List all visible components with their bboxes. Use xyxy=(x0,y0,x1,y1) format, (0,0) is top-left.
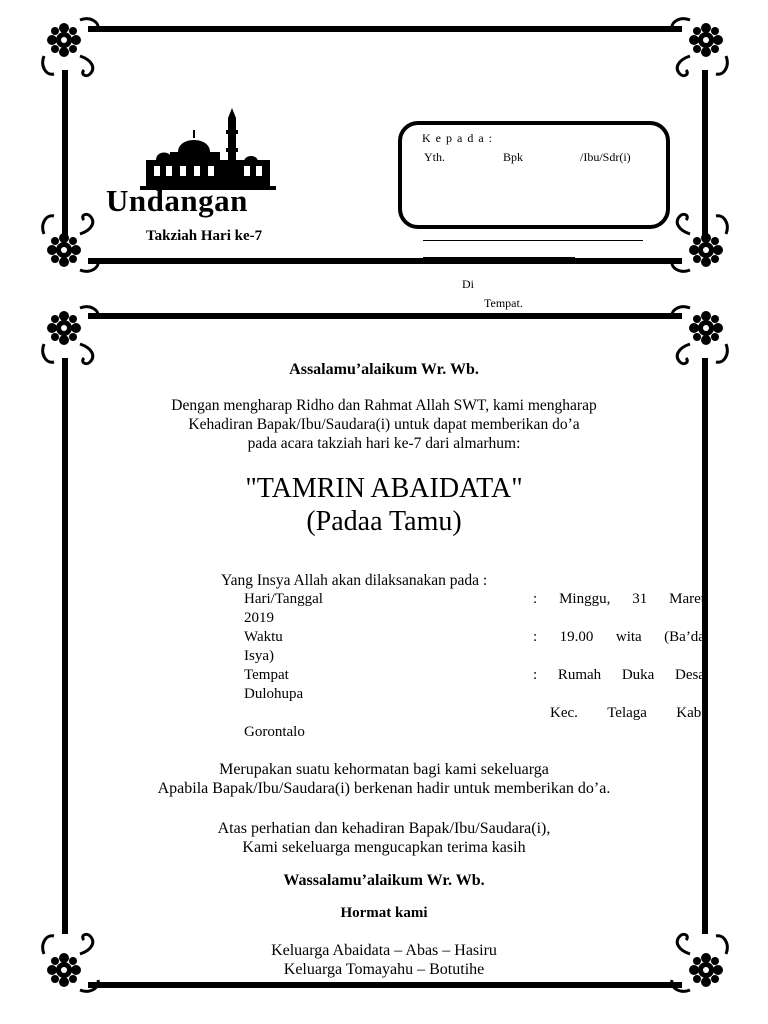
address-line xyxy=(423,240,643,241)
main-frame-border-bottom xyxy=(88,982,682,988)
detail-colon: : xyxy=(533,591,538,607)
invitation-subtitle: Takziah Hari ke-7 xyxy=(146,228,263,244)
address-kepada: K e p a d a : xyxy=(422,131,493,145)
corner-ornament-icon xyxy=(40,304,104,368)
mosque-icon xyxy=(140,108,276,192)
detail-place-value: : Rumah Duka Desa xyxy=(533,667,705,683)
detail-time-wrap: Isya) xyxy=(244,648,274,664)
top-frame-border-bottom xyxy=(88,258,682,264)
main-frame-border-top xyxy=(88,313,682,319)
address-tempat: Tempat. xyxy=(484,296,523,310)
detail-time-value: : 19.00 wita (Ba’da xyxy=(533,629,705,645)
closing-line: Merupakan suatu kehormatan bagi kami sekeluarga xyxy=(219,761,549,778)
detail-place-label: Tempat xyxy=(244,667,289,683)
intro-line: Kehadiran Bapak/Ibu/Saudara(i) untuk dapat memberikan do’a xyxy=(188,416,580,433)
thanks-line: Kami sekeluarga mengucapkan terima kasih xyxy=(242,839,526,856)
address-yth: Yth. xyxy=(424,150,445,164)
detail-place-wrap: Dulohupa xyxy=(244,686,304,702)
hormat-kami: Hormat kami xyxy=(340,905,428,921)
corner-ornament-icon xyxy=(666,304,730,368)
corner-ornament-icon xyxy=(40,16,104,80)
family-line: Keluarga Tomayahu – Botutihe xyxy=(283,961,485,978)
corner-ornament-icon xyxy=(40,210,104,274)
farewell: Wassalamu’alaikum Wr. Wb. xyxy=(283,872,485,889)
detail-date-label: Hari/Tanggal xyxy=(244,591,323,607)
closing-line: Apabila Bapak/Ibu/Saudara(i) berkenan hadir untuk memberikan do’a. xyxy=(157,780,611,797)
detail-place2-value: Kec. Telaga Kab. xyxy=(550,705,705,721)
detail-colon: : xyxy=(533,667,538,683)
address-ibu: /Ibu/Sdr(i) xyxy=(580,150,631,164)
address-line xyxy=(423,257,575,258)
top-frame-border-top xyxy=(88,26,682,32)
detail-date-value: : Minggu, 31 Maret xyxy=(533,591,705,607)
detail-colon: : xyxy=(533,629,538,645)
detail-time-label: Waktu xyxy=(244,629,283,645)
event-intro: Yang Insya Allah akan dilaksanakan pada : xyxy=(221,572,488,589)
corner-ornament-icon xyxy=(666,16,730,80)
invitation-title: Undangan xyxy=(106,183,248,218)
deceased-alias: (Padaa Tamu) xyxy=(306,506,462,537)
thanks-line: Atas perhatian dan kehadiran Bapak/Ibu/Saudara(i), xyxy=(217,820,551,837)
greeting: Assalamu’alaikum Wr. Wb. xyxy=(289,361,479,378)
corner-ornament-icon xyxy=(666,210,730,274)
intro-line: Dengan mengharap Ridho dan Rahmat Allah SWT, kami mengharap xyxy=(171,397,597,414)
detail-date-wrap: 2019 xyxy=(244,610,274,626)
address-bpk: Bpk xyxy=(503,150,524,164)
family-line: Keluarga Abaidata – Abas – Hasiru xyxy=(271,942,497,959)
address-di: Di xyxy=(462,277,474,291)
detail-place2-wrap: Gorontalo xyxy=(244,724,305,740)
deceased-name: "TAMRIN ABAIDATA" xyxy=(245,473,523,504)
intro-line: pada acara takziah hari ke-7 dari almarhum: xyxy=(247,435,521,452)
